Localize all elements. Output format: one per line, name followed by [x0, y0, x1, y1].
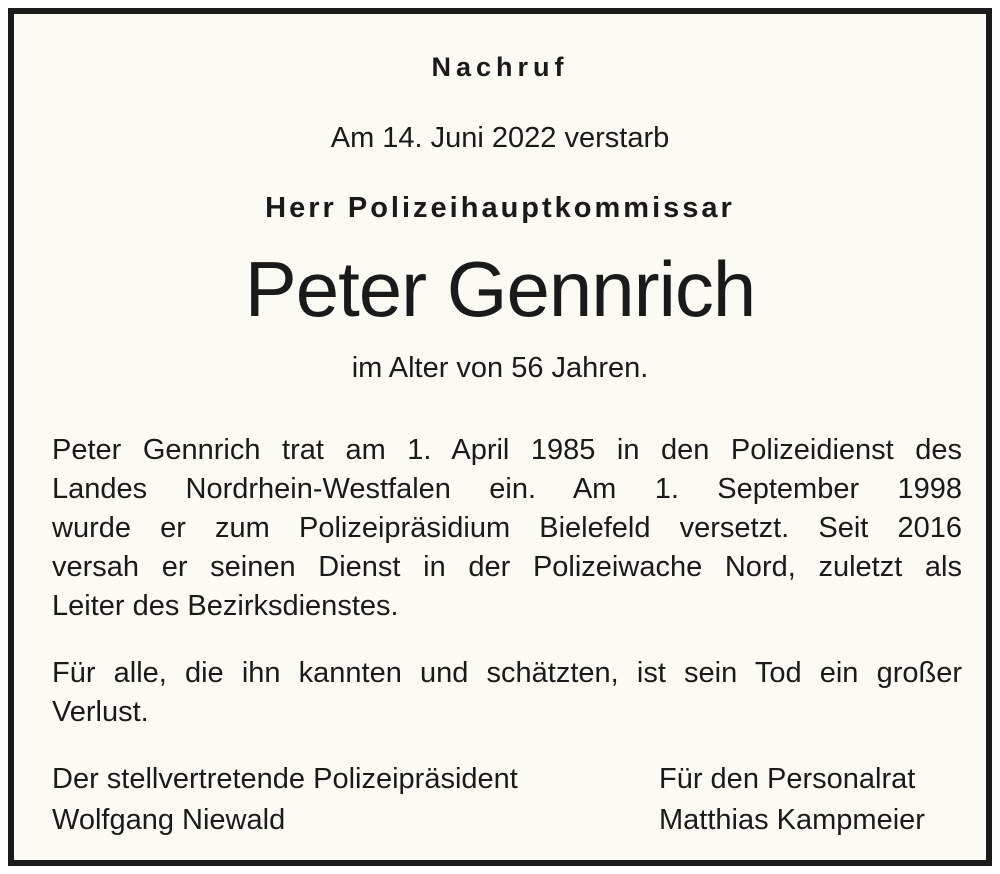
career-paragraph [52, 431, 962, 626]
deceased-name: Peter Gennrich [244, 245, 756, 333]
career-line: Landes Nordrhein-Westfalen ein. Am 1. September 1998 [52, 473, 962, 505]
career-line: Peter Gennrich trat am 1. April 1985 in den Polizeidienst des [52, 434, 962, 466]
signature-left-title: Der stellvertretende Polizeipräsident [52, 763, 518, 795]
tribute-line: Verlust. [52, 696, 149, 728]
rank-title: Herr Polizeihauptkommissar [265, 192, 735, 224]
signature-right [659, 759, 925, 841]
signature-left-name: Wolfgang Niewald [52, 804, 286, 836]
obituary-heading: Nachruf [431, 52, 569, 82]
career-line: versah er seinen Dienst in der Polizeiwache Nord, zuletzt als [52, 551, 962, 583]
obituary-frame [8, 8, 992, 866]
career-line: wurde er zum Polizeipräsidium Bielefeld versetzt. Seit 2016 [52, 512, 962, 544]
signature-right-name: Matthias Kampmeier [659, 804, 925, 836]
career-line: Leiter des Bezirksdienstes. [52, 590, 399, 622]
tribute-line: Für alle, die ihn kannten und schätzten, ist sein Tod ein großer [52, 657, 962, 689]
signature-left [52, 759, 518, 841]
death-date-line: Am 14. Juni 2022 verstarb [330, 122, 670, 154]
age-line: im Alter von 56 Jahren. [351, 352, 649, 384]
signature-right-title: Für den Personalrat [659, 763, 916, 795]
tribute-paragraph [52, 654, 962, 732]
